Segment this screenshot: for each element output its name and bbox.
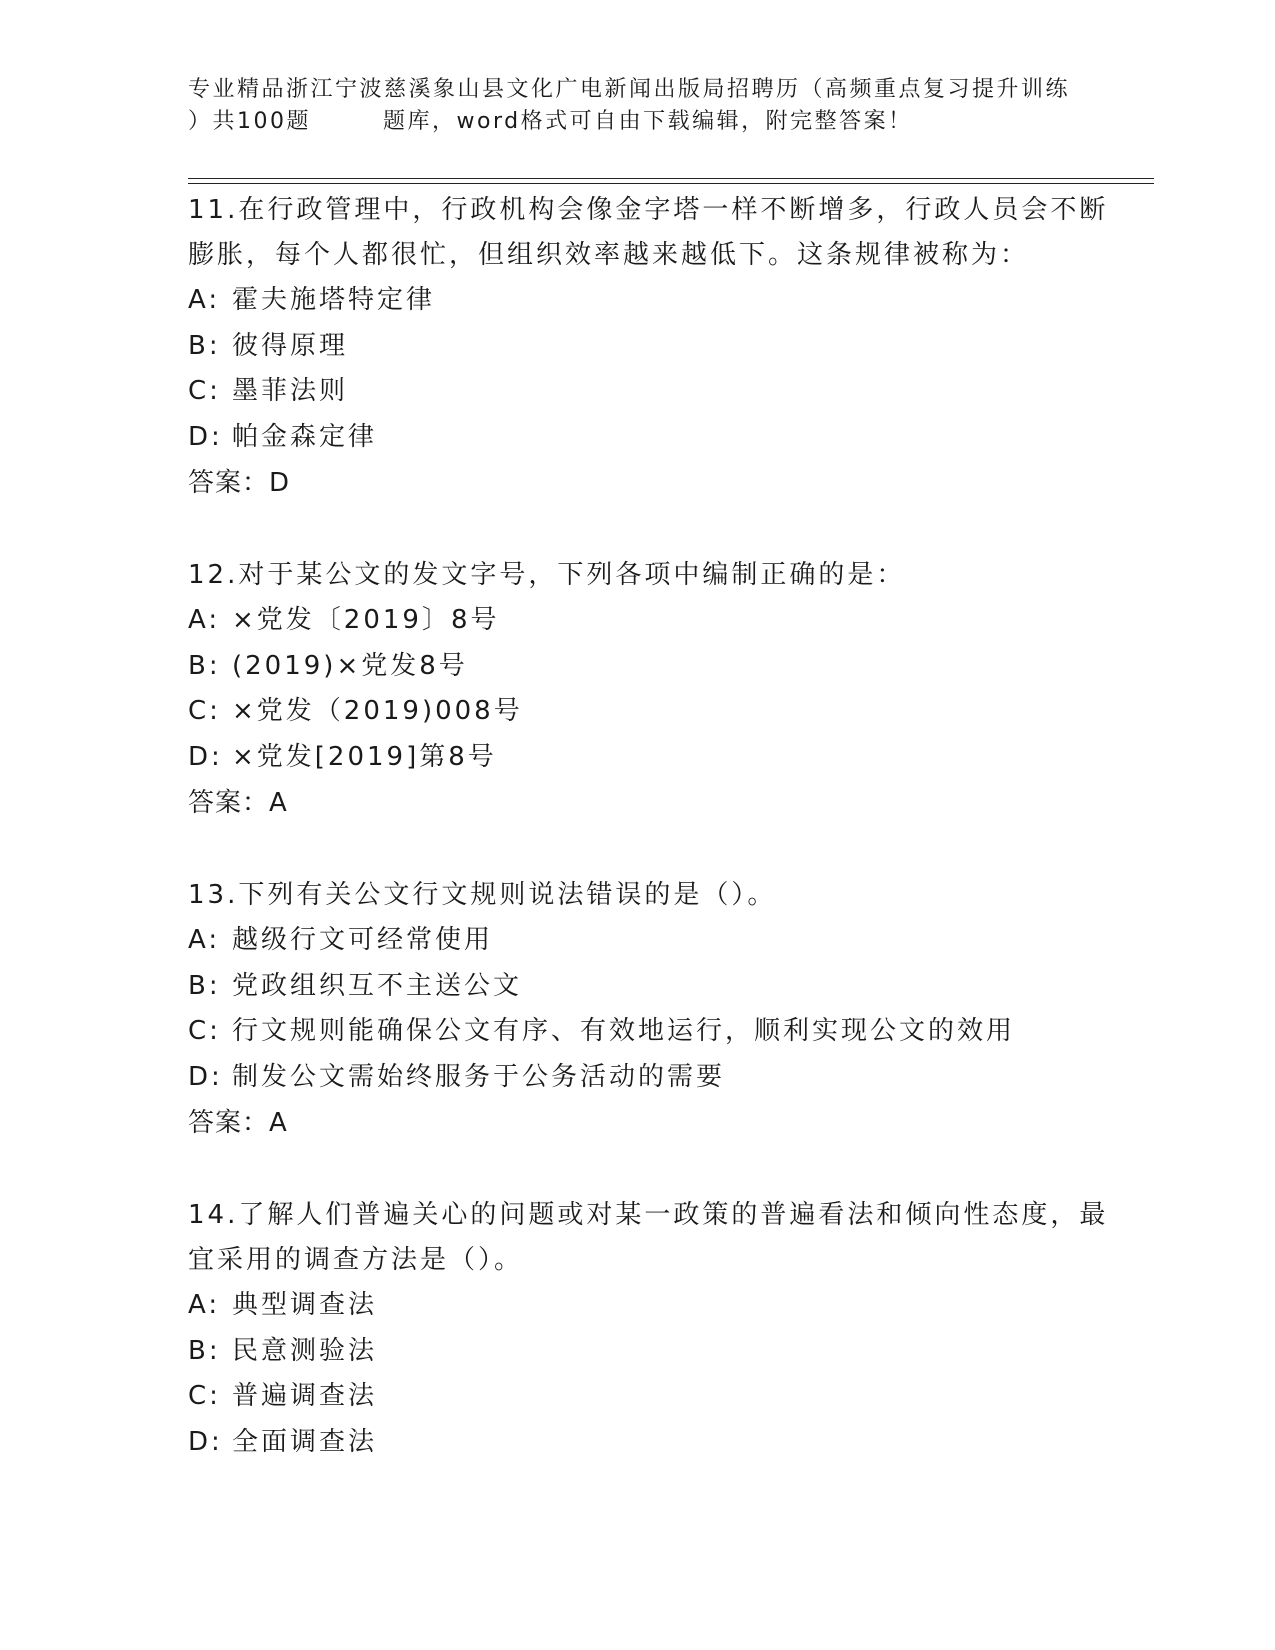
option-text: 越级行文可经常使用 — [232, 925, 494, 955]
option-a — [188, 1283, 1118, 1329]
answer-line: 答案：A — [188, 1108, 288, 1138]
option-key: D: — [188, 1426, 223, 1457]
option-text: (2019)×党发8号 — [232, 650, 468, 681]
option-text: ×党发〔2019〕8号 — [232, 605, 500, 635]
option-text: 党政组织互不主送公文 — [232, 970, 523, 1001]
option-b — [188, 324, 1118, 370]
header-divider-top — [188, 178, 1154, 179]
header-line-2 — [188, 106, 1088, 138]
option-c — [188, 1374, 1118, 1420]
option-key: B: — [188, 970, 221, 1001]
option-a — [188, 918, 1118, 964]
option-b — [188, 1329, 1118, 1375]
question-stem: 14.了解人们普遍关心的问题或对某一政策的普遍看法和倾向性态度，最宜采用的调查方法是（）。 — [188, 1200, 1109, 1275]
document-header — [188, 74, 1088, 138]
option-text: ×党发（2019)008号 — [232, 696, 523, 726]
option-key: A: — [188, 925, 221, 955]
option-text: 普遍调查法 — [232, 1381, 378, 1411]
option-d — [188, 415, 1118, 461]
option-text: 民意测验法 — [232, 1335, 378, 1366]
option-key: C: — [188, 696, 221, 726]
option-a — [188, 278, 1118, 324]
option-key: B: — [188, 330, 221, 361]
question-stem: 13.下列有关公文行文规则说法错误的是（）。 — [188, 880, 777, 910]
option-text: 典型调查法 — [232, 1290, 378, 1320]
option-c — [188, 369, 1118, 415]
header-divider-bottom — [188, 183, 1154, 184]
option-b — [188, 644, 1118, 690]
option-key: A: — [188, 605, 221, 635]
header-line-2-count: ）共100题 — [188, 109, 311, 134]
question-13 — [188, 873, 1118, 1146]
option-c — [188, 1009, 1118, 1055]
question-12 — [188, 553, 1118, 826]
option-key: B: — [188, 1335, 221, 1366]
question-14 — [188, 1193, 1118, 1465]
option-a — [188, 598, 1118, 644]
option-key: A: — [188, 1290, 221, 1320]
option-key: C: — [188, 1016, 221, 1046]
option-d — [188, 735, 1118, 781]
option-key: B: — [188, 650, 221, 681]
option-text: 帕金森定律 — [232, 421, 378, 452]
option-text: 墨菲法则 — [232, 376, 349, 406]
option-key: D: — [188, 741, 223, 772]
question-11 — [188, 188, 1118, 506]
header-line-1: 专业精品浙江宁波慈溪象山县文化广电新闻出版局招聘历（高频重点复习提升训练 — [188, 77, 1071, 102]
option-key: D: — [188, 1061, 223, 1092]
answer-line: 答案：A — [188, 788, 288, 818]
option-text: 制发公文需始终服务于公务活动的需要 — [232, 1061, 726, 1092]
question-stem: 12.对于某公文的发文字号，下列各项中编制正确的是： — [188, 560, 906, 590]
header-line-2-description: 题库，word格式可自由下载编辑，附完整答案！ — [383, 109, 913, 134]
option-text: ×党发[2019]第8号 — [232, 741, 497, 772]
option-text: 全面调查法 — [232, 1426, 378, 1457]
option-text: 行文规则能确保公文有序、有效地运行，顺利实现公文的效用 — [232, 1016, 1016, 1046]
option-b — [188, 964, 1118, 1010]
question-list — [188, 188, 1118, 1512]
option-text: 霍夫施塔特定律 — [232, 285, 436, 315]
option-key: A: — [188, 285, 221, 315]
option-key: D: — [188, 421, 223, 452]
option-d — [188, 1055, 1118, 1101]
option-c — [188, 689, 1118, 735]
answer-line: 答案：D — [188, 468, 291, 498]
option-text: 彼得原理 — [232, 330, 349, 361]
option-d — [188, 1420, 1118, 1466]
option-key: C: — [188, 376, 221, 406]
question-stem: 11.在行政管理中，行政机构会像金字塔一样不断增多，行政人员会不断膨胀，每个人都很忙，但组织效率越来越低下。这条规律被称为： — [188, 195, 1109, 270]
option-key: C: — [188, 1381, 221, 1411]
